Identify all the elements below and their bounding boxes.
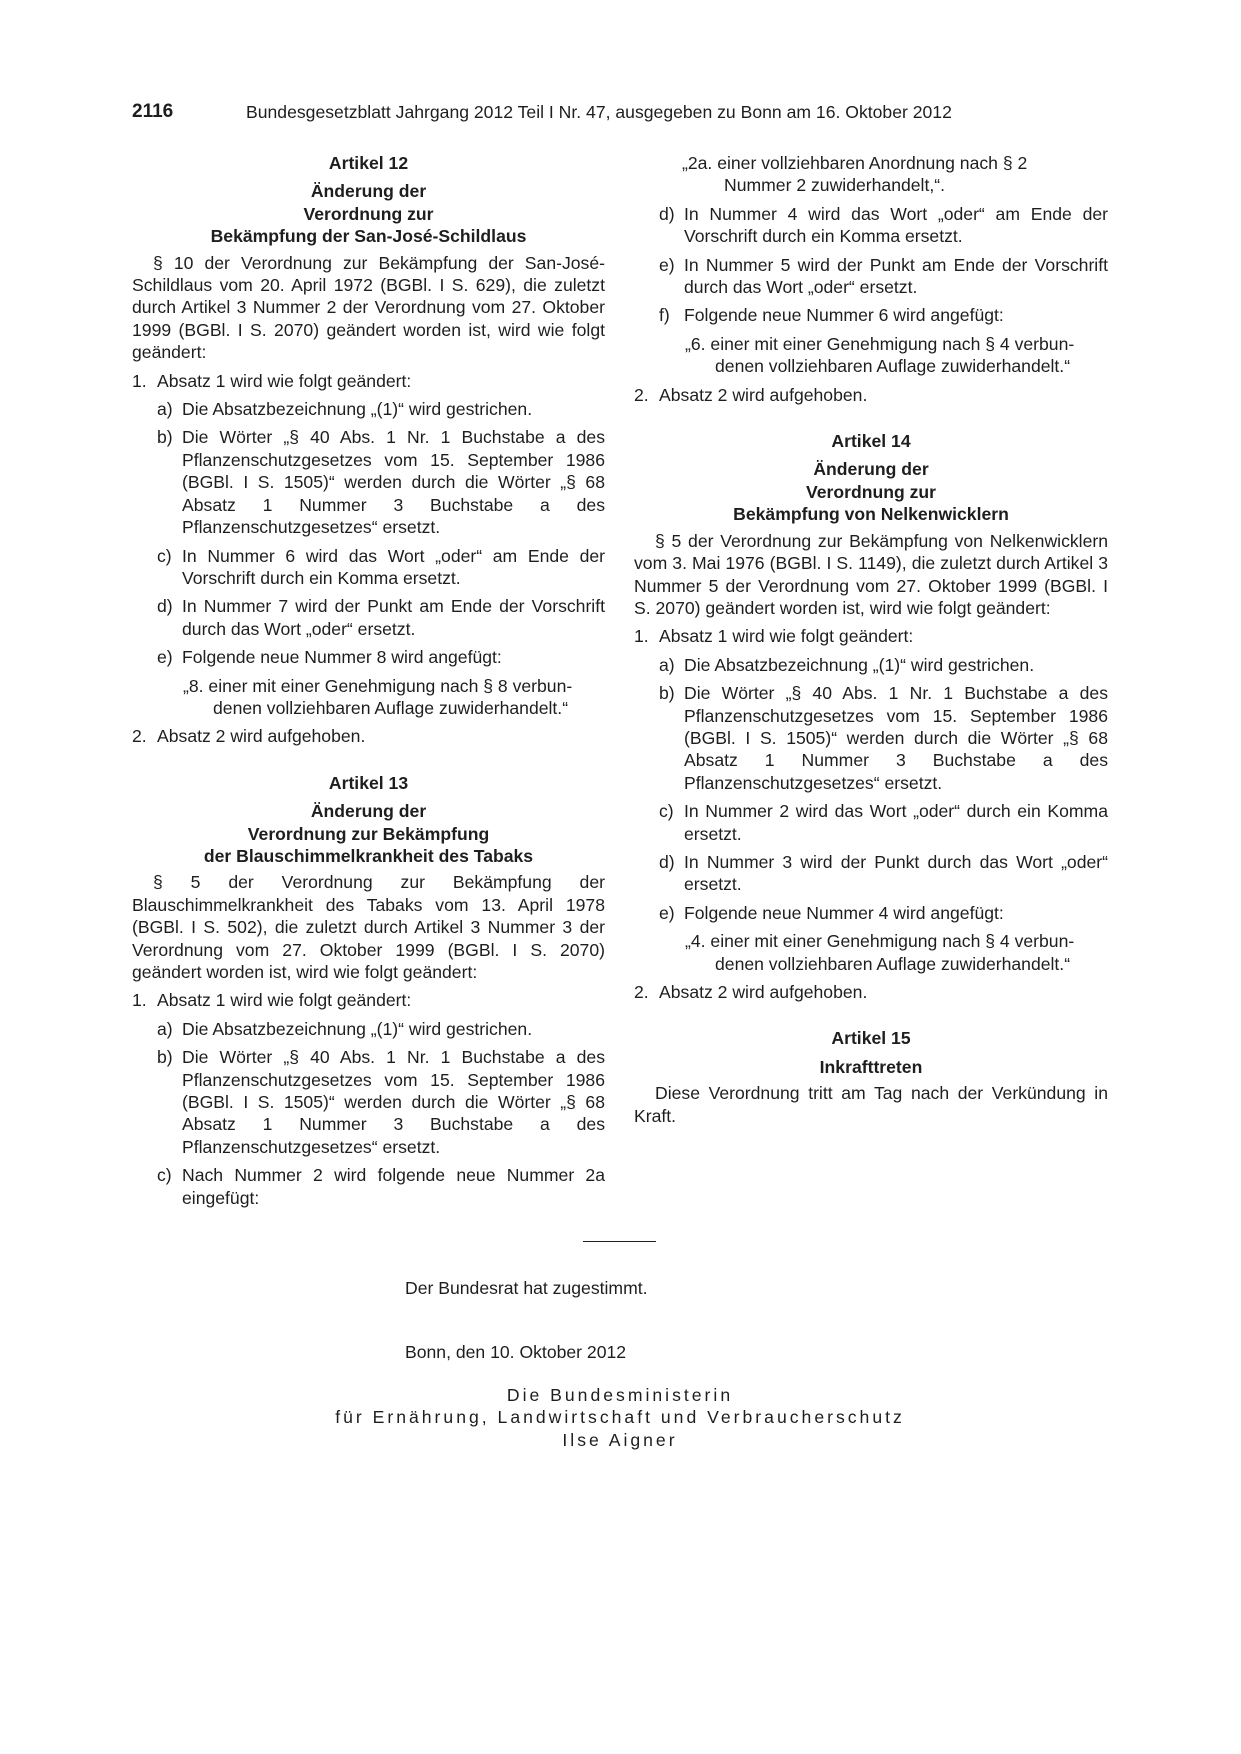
heading-line: Verordnung zur	[303, 203, 434, 224]
quote-line: denen vollziehbaren Auflage zuwiderhandelt.“	[715, 356, 1071, 377]
sub-item-text: In Nummer 5 wird der Punkt am Ende der Vorschrift durch das Wort „oder“ ersetzt.	[684, 254, 1108, 298]
article-intro: § 5 der Verordnung zur Bekämpfung von Nelkenwicklern vom 3. Mai 1976 (BGBl. I S. 1149), die zuletzt durch Artikel 3 Nummer 5 der Verordnung vom 27. Oktober 1999 (BGBl. I S. 2070) geändert worden ist, wird wie folgt geändert:	[634, 530, 1108, 618]
sub-item-text: Die Absatzbezeichnung „(1)“ wird gestrichen.	[684, 654, 1035, 675]
article-number: Artikel 15	[831, 1028, 911, 1049]
item-number: 1.	[634, 626, 649, 647]
sub-item-letter: d)	[157, 596, 173, 617]
sub-item	[659, 203, 1108, 248]
sub-item	[157, 595, 605, 640]
article-heading	[132, 180, 605, 247]
inserted-text	[685, 333, 1108, 378]
heading-line: Bekämpfung von Nelkenwicklern	[733, 504, 1009, 525]
place-and-date: Bonn, den 10. Oktober 2012	[405, 1342, 627, 1362]
signature-name: Ilse Aigner	[562, 1429, 678, 1450]
quote-line: „4. einer mit einer Genehmigung nach § 4 verbun-	[685, 931, 1075, 952]
sub-item	[157, 1046, 605, 1158]
sub-item-text: In Nummer 4 wird das Wort „oder“ am Ende der Vorschrift durch ein Komma ersetzt.	[684, 203, 1108, 247]
sub-item	[157, 398, 605, 420]
sub-item-text: Die Wörter „§ 40 Abs. 1 Nr. 1 Buchstabe a des Pflanzenschutzgesetzes vom 15. September 1986 (BGBl. I S. 1505)“ werden durch die Wörter „§ 68 Absatz 1 Nummer 3 Buchstabe a des Pflanzenschutzgesetzes“ ersetzt.	[182, 1047, 605, 1157]
sub-item-letter: e)	[157, 647, 173, 668]
sub-item-letter: e)	[659, 902, 675, 923]
sub-item-letter: d)	[659, 851, 675, 872]
quote-line: „8. einer mit einer Genehmigung nach § 8 verbun-	[183, 675, 573, 696]
sub-item-text: Die Absatzbezeichnung „(1)“ wird gestrichen.	[182, 399, 533, 420]
sub-item	[659, 254, 1108, 299]
article-15	[634, 1027, 1108, 1127]
sub-item	[157, 426, 605, 538]
sub-item-text: Die Absatzbezeichnung „(1)“ wird gestrichen.	[182, 1018, 533, 1039]
sub-item-text: Die Wörter „§ 40 Abs. 1 Nr. 1 Buchstabe a des Pflanzenschutzgesetzes vom 15. September 1986 (BGBl. I S. 1505)“ werden durch die Wörter „§ 68 Absatz 1 Nummer 3 Buchstabe a des Pflanzenschutzgesetzes“ ersetzt.	[684, 683, 1108, 793]
sub-item-letter: a)	[157, 1018, 173, 1039]
heading-line: Änderung der	[310, 181, 427, 202]
sub-item	[157, 1164, 605, 1209]
sub-item	[659, 654, 1108, 676]
quote-line: denen vollziehbaren Auflage zuwiderhandelt.“	[213, 697, 569, 718]
heading-line: Bekämpfung der San-José-Schildlaus	[210, 226, 527, 247]
sub-item	[659, 682, 1108, 794]
item-text: Absatz 2 wird aufgehoben.	[659, 982, 868, 1002]
heading-line: Verordnung zur	[805, 481, 936, 502]
article-number: Artikel 13	[328, 772, 409, 793]
sub-item	[659, 851, 1108, 896]
list-item	[634, 625, 1108, 647]
heading-line: Änderung der	[310, 801, 427, 822]
list-item	[132, 725, 605, 747]
right-column	[634, 152, 1108, 1127]
item-number: 2.	[132, 726, 147, 747]
sub-item-letter: f)	[659, 305, 670, 326]
sub-item-letter: a)	[659, 654, 675, 675]
item-text: Absatz 1 wird wie folgt geändert:	[157, 370, 412, 391]
sub-item-letter: b)	[659, 683, 675, 704]
sub-item-text: In Nummer 2 wird das Wort „oder“ durch ein Komma ersetzt.	[684, 801, 1108, 844]
signature-title: Die Bundesministerin	[506, 1385, 734, 1405]
article-heading	[634, 458, 1108, 525]
item-text: Absatz 1 wird wie folgt geändert:	[659, 626, 914, 647]
sub-item	[157, 1018, 605, 1040]
section-divider	[583, 1241, 656, 1242]
article-13	[132, 772, 605, 1209]
left-column	[132, 152, 605, 1209]
item-number: 1.	[132, 370, 147, 391]
article-heading: Inkrafttreten	[819, 1056, 923, 1077]
heading-line: Verordnung zur Bekämpfung	[247, 823, 490, 844]
sub-item-letter: d)	[659, 203, 675, 224]
sub-item-letter: e)	[659, 254, 675, 275]
sub-item	[659, 304, 1108, 326]
page-number: 2116	[132, 101, 174, 122]
sub-item-letter: a)	[157, 399, 173, 420]
list-item	[132, 989, 605, 1011]
article-text: Diese Verordnung tritt am Tag nach der Verkündung in Kraft.	[634, 1083, 1108, 1126]
sub-item-letter: c)	[157, 545, 172, 566]
sub-item-text: Nach Nummer 2 wird folgende neue Nummer 2a eingefügt:	[182, 1165, 605, 1208]
inserted-text	[682, 152, 1108, 197]
article-12	[132, 152, 605, 748]
item-number: 2.	[634, 982, 649, 1002]
item-text: Absatz 2 wird aufgehoben.	[157, 726, 366, 747]
page-header	[132, 101, 1112, 125]
sub-item-text: Folgende neue Nummer 8 wird angefügt:	[182, 647, 502, 668]
sub-item	[659, 902, 1108, 924]
list-item	[634, 981, 1108, 1003]
article-14	[634, 430, 1108, 1003]
quote-line: „6. einer mit einer Genehmigung nach § 4 verbun-	[685, 333, 1075, 354]
article-number: Artikel 12	[328, 153, 409, 173]
list-item	[132, 370, 605, 392]
signature-block	[132, 1384, 1108, 1451]
sub-item-letter: b)	[157, 427, 173, 448]
item-text: Absatz 2 wird aufgehoben.	[659, 384, 868, 405]
heading-line: Änderung der	[813, 459, 929, 480]
sub-item	[157, 545, 605, 590]
sub-item	[157, 646, 605, 668]
sub-item-letter: b)	[157, 1047, 173, 1068]
signature-ministry: für Ernährung, Landwirtschaft und Verbraucherschutz	[335, 1407, 905, 1428]
bundesrat-consent: Der Bundesrat hat zugestimmt.	[405, 1278, 648, 1298]
sub-item-text: In Nummer 7 wird der Punkt am Ende der Vorschrift durch das Wort „oder“ ersetzt.	[182, 596, 605, 639]
sub-item-letter: c)	[659, 801, 674, 822]
article-intro: § 10 der Verordnung zur Bekämpfung der San-José-Schildlaus vom 20. April 1972 (BGBl. I S. 629), die zuletzt durch Artikel 3 Nummer 2 der Verordnung vom 27. Oktober 1999 (BGBl. I S. 2070) geändert worden ist, wird wie folgt geändert:	[132, 252, 605, 363]
inserted-text	[183, 675, 605, 720]
quote-line: denen vollziehbaren Auflage zuwiderhandelt.“	[715, 953, 1071, 974]
item-number: 2.	[634, 384, 649, 405]
article-number: Artikel 14	[831, 431, 911, 452]
item-text: Absatz 1 wird wie folgt geändert:	[157, 990, 412, 1011]
sub-item-text: Folgende neue Nummer 4 wird angefügt:	[684, 902, 1004, 923]
sub-item-text: Folgende neue Nummer 6 wird angefügt:	[684, 305, 1004, 326]
quote-line: „2a. einer vollziehbaren Anordnung nach § 2	[682, 153, 1028, 173]
sub-item-text: Die Wörter „§ 40 Abs. 1 Nr. 1 Buchstabe a des Pflanzenschutzgesetzes vom 15. September 1986 (BGBl. I S. 1505)“ werden durch die Wörter „§ 68 Absatz 1 Nummer 3 Buchstabe a des Pflanzenschutzgesetzes“ ersetzt.	[182, 427, 605, 538]
item-number: 1.	[132, 990, 147, 1011]
sub-item-text: In Nummer 6 wird das Wort „oder“ am Ende der Vorschrift durch ein Komma ersetzt.	[182, 545, 605, 588]
article-intro: § 5 der Verordnung zur Bekämpfung der Blauschimmelkrankheit des Tabaks vom 13. April 1978 (BGBl. I S. 502), die zuletzt durch Artikel 3 Nummer 3 der Verordnung vom 27. Oktober 1999 (BGBl. I S. 2070) geändert worden ist, wird wie folgt geändert:	[132, 872, 605, 982]
inserted-text	[685, 930, 1108, 975]
quote-line: Nummer 2 zuwiderhandelt,“.	[724, 175, 945, 196]
sub-item-letter: c)	[157, 1165, 172, 1186]
list-item	[634, 384, 1108, 406]
sub-item-text: In Nummer 3 wird der Punkt durch das Wort „oder“ ersetzt.	[684, 851, 1108, 895]
article-heading	[132, 800, 605, 867]
gazette-title: Bundesgesetzblatt Jahrgang 2012 Teil I Nr. 47, ausgegeben zu Bonn am 16. Oktober 2012	[246, 102, 952, 122]
sub-item	[659, 800, 1108, 845]
heading-line: der Blauschimmelkrankheit des Tabaks	[203, 845, 534, 866]
